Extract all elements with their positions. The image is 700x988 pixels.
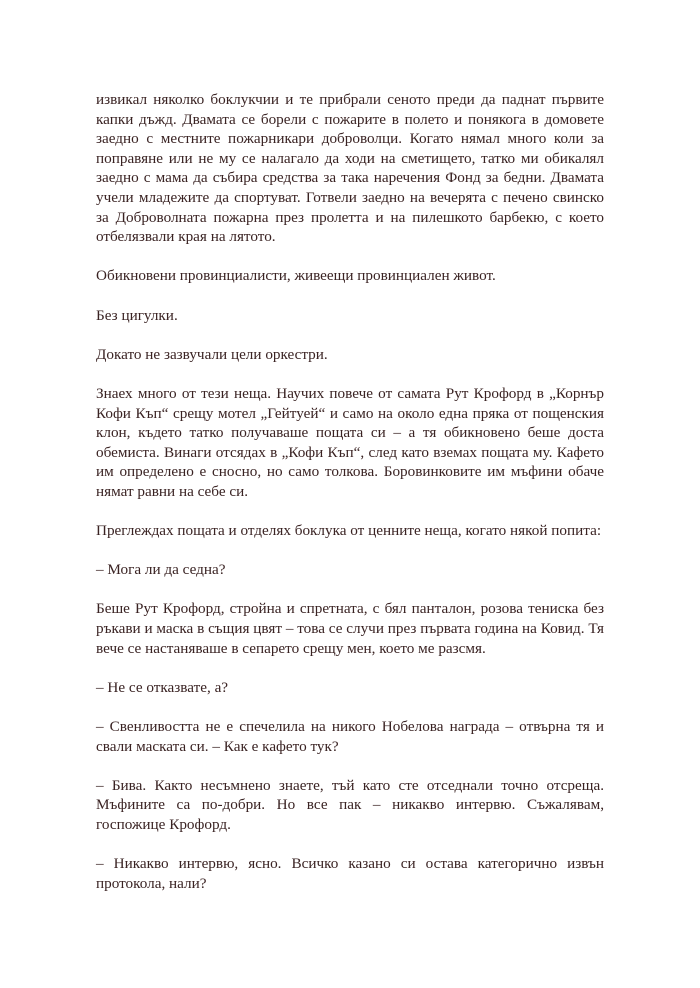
paragraph: Преглеждах пощата и отделях боклука от ценните неща, когато някой попита: [96,522,602,540]
paragraph: Беше Рут Крофорд, стройна и спретната, с бял панталон, розова тениска без ръкави и маска в същия цвят – това се случи през първата година на Ковид. Тя вече се настаняваше в сепарето срещу мен, което ме разсмя. [96,600,604,657]
paragraph: Знаех много от тези неща. Научих повече от самата Рут Крофорд в „Корнър Кофи Къп“ срещу мотел „Гейтуей“ и само на около една пряка от пощенския клон, където татко получаваше пощата си – а тя обикновено беше доста обемиста. Винаги отсядах в „Кофи Къп“, след като вземах пощата му. Кафето им определено е сносно, но само толкова. Боровинковите им мъфини обаче нямат равни на себе си. [96,384,604,500]
paragraph: Обикновени провинциалисти, живеещи провинциален живот. [96,267,496,285]
paragraph: Без цигулки. [96,306,178,324]
body-text [96,90,604,913]
dialogue-line: – Бива. Както несъмнено знаете, тъй като сте отседнали точно отсреща. Мъфините са по-добри. Но все пак – никакво интервю. Съжалявам, госпожице Крофорд. [96,776,604,833]
dialogue-line: – Никакво интервю, ясно. Всичко казано си остава категорично извън протокола, нали? [96,855,604,892]
dialogue-line: – Мога ли да седна? [96,561,226,579]
dialogue-line: – Не се отказвате, а? [96,678,229,696]
dialogue-line: – Свенливостта не е спечелила на никого Нобелова награда – отвърна тя и свали маската си. – Как е кафето тук? [96,718,604,755]
paragraph: извикал няколко боклукчии и те прибрали сеното преди да паднат първите капки дъжд. Двамата се борели с пожарите в полето и понякога в домовете заедно с местните пожарникари доброволци. Когато нямал много коли за поправяне или не му се налагало да ходи на сметището, татко ми обикалял заедно с мама да събира средства за така наречения Фонд за бедни. Двамата учели младежите да спортуват. Готвели заедно на вечерята с печено свинско за Доброволната пожарна през пролетта и на пилешкото барбекю, с което отбелязвали края на лятото. [96,91,604,246]
paragraph: Докато не зазвучали цели оркестри. [96,345,328,363]
